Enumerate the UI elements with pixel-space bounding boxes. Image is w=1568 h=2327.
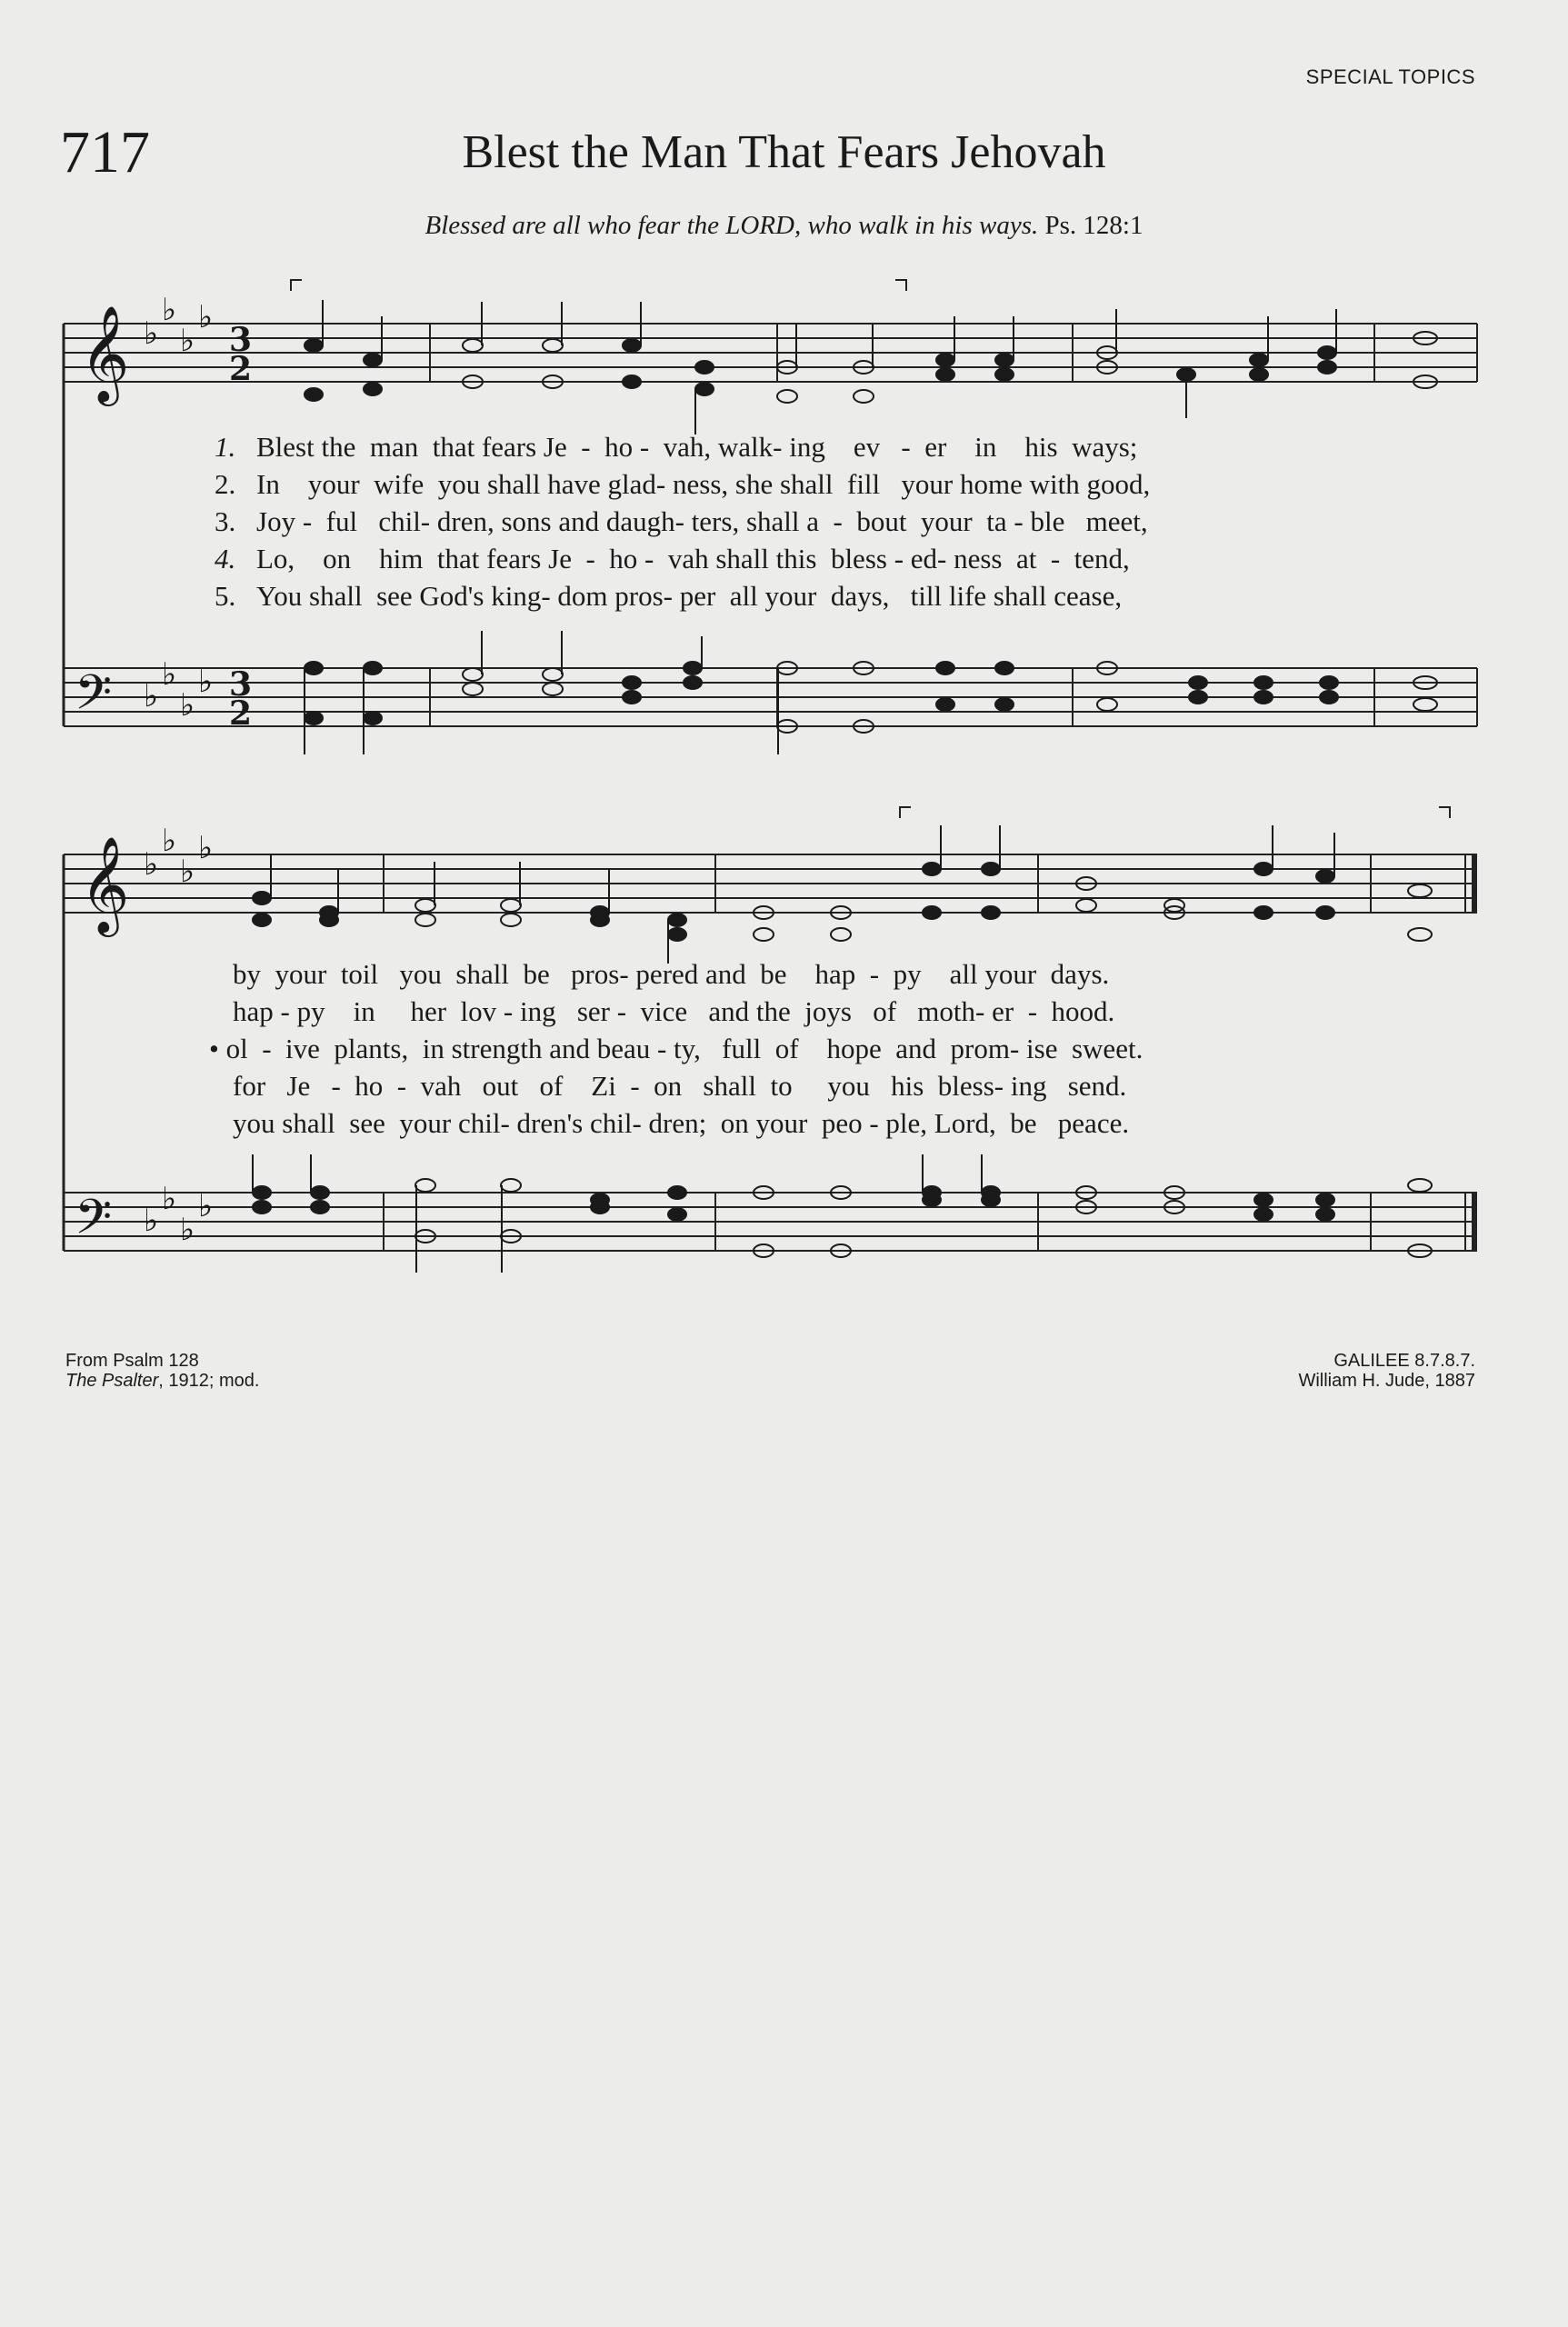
tune-name: GALILEE 8.7.8.7. xyxy=(1333,1351,1475,1371)
verse-text: In your wife you shall have glad- ness, she shall fill your home with good, xyxy=(256,468,1151,500)
verse-text: you shall see your chil- dren's chil- dren; on your peo - ple, Lord, be peace. xyxy=(233,1107,1130,1139)
svg-text:2: 2 xyxy=(229,350,253,388)
svg-text:♭: ♭ xyxy=(180,854,195,890)
svg-text:♭: ♭ xyxy=(162,656,177,693)
svg-text:♭: ♭ xyxy=(144,1203,159,1239)
verse-line xyxy=(215,505,1150,543)
text-source: From Psalm 128 xyxy=(65,1351,199,1371)
svg-text:3: 3 xyxy=(229,665,253,704)
composer: William H. Jude, 1887 xyxy=(1298,1371,1475,1391)
hymn-title: Blest the Man That Fears Jehovah xyxy=(462,126,1106,178)
svg-text:♭: ♭ xyxy=(180,323,195,359)
svg-text:♭: ♭ xyxy=(198,1188,214,1224)
verse-number: 1. xyxy=(215,431,236,463)
tune-credits xyxy=(1298,1351,1475,1391)
scripture-text: Blessed are all who fear the LORD, who walk in his ways. xyxy=(424,211,1039,240)
svg-text:♭: ♭ xyxy=(144,315,159,352)
verse-text: Joy - ful chil- dren, sons and daugh- ters, shall a - bout your ta - ble meet, xyxy=(256,505,1148,537)
verse-text: hap - py in her lov - ing ser - vice and the joys of moth- er - hood. xyxy=(233,995,1115,1027)
svg-text:♭: ♭ xyxy=(144,678,159,714)
verse-line xyxy=(215,431,1150,468)
verse-text: Lo, on him that fears Je - ho - vah shall this bless - ed- ness at - tend, xyxy=(256,543,1130,574)
svg-text:♭: ♭ xyxy=(180,1212,195,1248)
scripture-reference: Ps. 128:1 xyxy=(1044,211,1144,240)
svg-text:♭: ♭ xyxy=(162,823,177,859)
publication-year: , 1912; mod. xyxy=(158,1371,260,1391)
bass-clef-icon: 𝄢 xyxy=(75,1190,113,1257)
bass-clef-icon: 𝄢 xyxy=(75,665,113,733)
verse-text: Blest the man that fears Je - ho - vah, walk- ing ev - er in his ways; xyxy=(256,431,1138,463)
svg-text:♭: ♭ xyxy=(144,846,159,883)
svg-text:♭: ♭ xyxy=(198,664,214,700)
section-label: SPECIAL TOPICS xyxy=(1305,65,1475,88)
svg-text:♭: ♭ xyxy=(180,687,195,724)
text-publication xyxy=(65,1371,259,1391)
verse-line xyxy=(215,543,1150,580)
verse-text: for Je - ho - vah out of Zi - on shall to you his bless- ing send. xyxy=(233,1070,1127,1102)
verse-number: 4. xyxy=(215,543,236,574)
treble-clef-icon: 𝄞 xyxy=(80,305,130,402)
verse-line xyxy=(215,468,1150,505)
hymn-number: 717 xyxy=(60,119,150,185)
key-signature-flats xyxy=(144,292,213,1248)
verse-text: You shall see God's king- dom pros- per all your days, till life shall cease, xyxy=(256,580,1123,612)
verse-line xyxy=(215,580,1150,617)
verse-text: • ol - ive plants, in strength and beau - ty, full of hope and prom- ise sweet. xyxy=(209,1033,1144,1064)
svg-text:3: 3 xyxy=(229,321,253,359)
text-credits xyxy=(65,1351,259,1391)
verses-system-2 xyxy=(209,958,1144,1144)
treble-clef-icon: 𝄞 xyxy=(80,835,130,933)
svg-text:♭: ♭ xyxy=(162,1181,177,1217)
verse-number: 3. xyxy=(215,505,236,537)
verse-number: 5. xyxy=(215,580,236,612)
svg-text:♭: ♭ xyxy=(198,830,214,866)
svg-text:2: 2 xyxy=(229,694,253,733)
verse-number: 2. xyxy=(215,468,236,500)
publication-title: The Psalter xyxy=(65,1371,159,1391)
svg-text:♭: ♭ xyxy=(198,299,214,335)
svg-text:♭: ♭ xyxy=(162,292,177,328)
verse-text: by your toil you shall be pros- pered and be hap - py all your days. xyxy=(233,958,1110,990)
verses-system-1 xyxy=(215,431,1150,617)
